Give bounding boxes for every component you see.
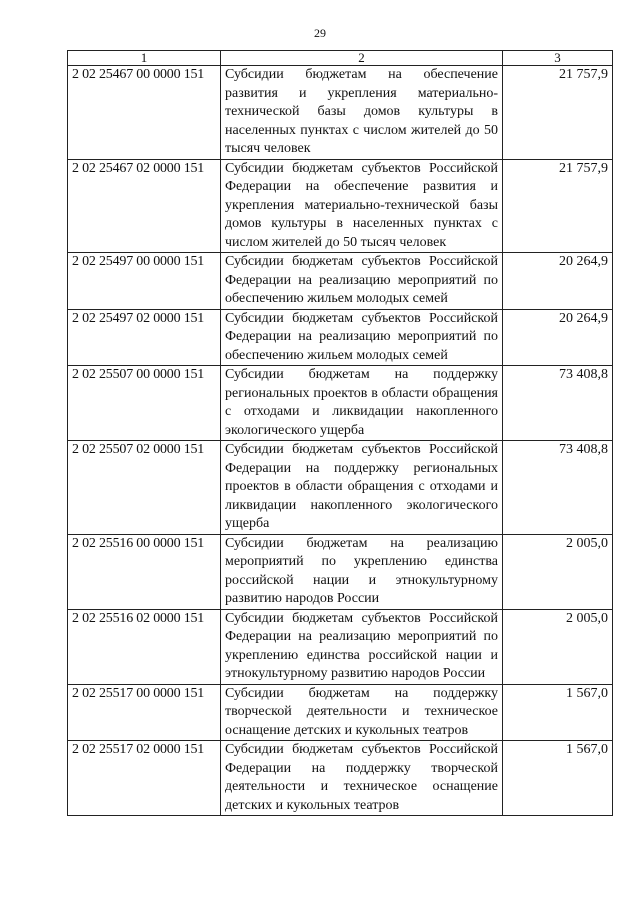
table-row	[68, 309, 613, 366]
table-row	[68, 159, 613, 253]
row-description: Субсидии бюджетам на поддержку творческой деятельности и техническое оснащение детских и кукольных театров	[221, 684, 503, 741]
row-description: Субсидии бюджетам на реализацию мероприятий по укреплению единства российской нации и этнокультурному развитию народов России	[221, 534, 503, 609]
row-amount: 1 567,0	[503, 684, 613, 741]
table-row	[68, 741, 613, 816]
row-amount: 21 757,9	[503, 159, 613, 253]
row-code: 2 02 25507 02 0000 151	[68, 441, 221, 535]
row-code: 2 02 25497 02 0000 151	[68, 309, 221, 366]
table-row	[68, 609, 613, 684]
row-amount: 20 264,9	[503, 253, 613, 310]
row-amount: 73 408,8	[503, 441, 613, 535]
table-row	[68, 66, 613, 160]
row-amount: 21 757,9	[503, 66, 613, 160]
row-code: 2 02 25517 02 0000 151	[68, 741, 221, 816]
table-row	[68, 441, 613, 535]
row-code: 2 02 25516 02 0000 151	[68, 609, 221, 684]
row-amount: 73 408,8	[503, 366, 613, 441]
row-code: 2 02 25467 00 0000 151	[68, 66, 221, 160]
row-amount: 2 005,0	[503, 534, 613, 609]
row-description: Субсидии бюджетам субъектов Российской Федерации на поддержку творческой деятельности и техническое оснащение детских и кукольных театров	[221, 741, 503, 816]
row-description: Субсидии бюджетам субъектов Российской Федерации на обеспечение развития и укрепления материально-технической базы домов культуры в населенных пунктах с числом жителей до 50 тысяч человек	[221, 159, 503, 253]
row-description: Субсидии бюджетам на поддержку региональных проектов в области обращения с отходами и ликвидации накопленного экологического ущерба	[221, 366, 503, 441]
row-description: Субсидии бюджетам субъектов Российской Федерации на поддержку региональных проектов в области обращения с отходами и ликвидации накопленного экологического ущерба	[221, 441, 503, 535]
row-amount: 1 567,0	[503, 741, 613, 816]
row-amount: 20 264,9	[503, 309, 613, 366]
column-header-description: 2	[221, 51, 503, 66]
column-header-code: 1	[68, 51, 221, 66]
row-code: 2 02 25517 00 0000 151	[68, 684, 221, 741]
table-row	[68, 253, 613, 310]
row-code: 2 02 25516 00 0000 151	[68, 534, 221, 609]
row-description: Субсидии бюджетам на обеспечение развития и укрепления материально-технической базы домов культуры в населенных пунктах с числом жителей до 50 тысяч человек	[221, 66, 503, 160]
row-description: Субсидии бюджетам субъектов Российской Федерации на реализацию мероприятий по обеспечению жильем молодых семей	[221, 253, 503, 310]
row-code: 2 02 25507 00 0000 151	[68, 366, 221, 441]
row-amount: 2 005,0	[503, 609, 613, 684]
column-header-amount: 3	[503, 51, 613, 66]
table-row	[68, 366, 613, 441]
table-body	[68, 66, 613, 816]
row-description: Субсидии бюджетам субъектов Российской Федерации на реализацию мероприятий по укреплению единства российской нации и этнокультурному развитию народов России	[221, 609, 503, 684]
table-header-row	[68, 51, 613, 66]
row-code: 2 02 25467 02 0000 151	[68, 159, 221, 253]
table-row	[68, 684, 613, 741]
row-code: 2 02 25497 00 0000 151	[68, 253, 221, 310]
budget-table	[67, 50, 613, 816]
row-description: Субсидии бюджетам субъектов Российской Федерации на реализацию мероприятий по обеспечению жильем молодых семей	[221, 309, 503, 366]
table-row	[68, 534, 613, 609]
page-number: 29	[314, 26, 326, 40]
